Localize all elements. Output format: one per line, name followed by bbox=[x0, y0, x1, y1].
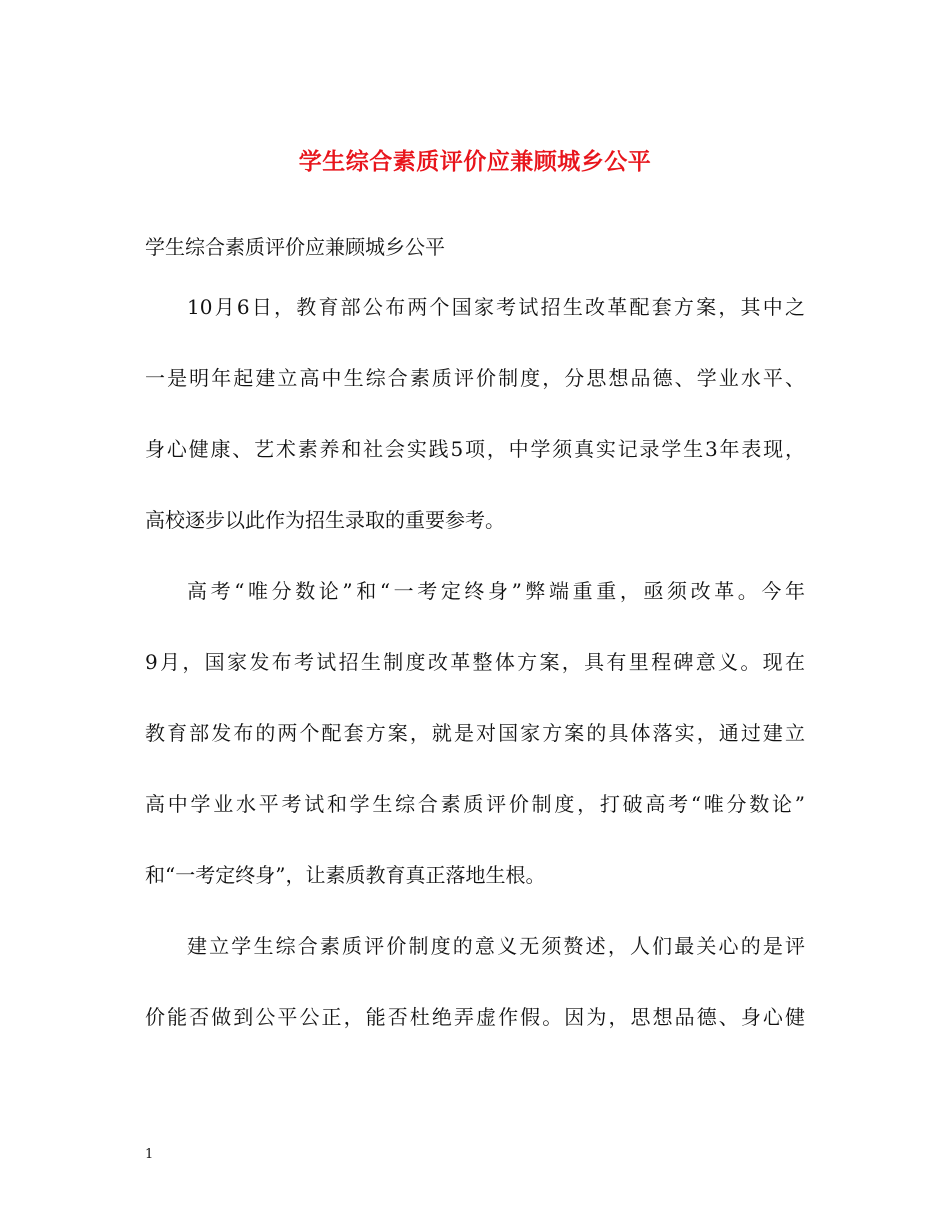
paragraph-2-line-2: 9月，国家发布考试招生制度改革整体方案，具有里程碑意义。现在 bbox=[145, 650, 805, 674]
paragraph-1-line-1: 10月6日，教育部公布两个国家考试招生改革配套方案，其中之 bbox=[187, 295, 805, 319]
page-number: 1 bbox=[145, 1147, 154, 1162]
paragraph-1-line-3: 身心健康、艺术素养和社会实践5项，中学须真实记录学生3年表现， bbox=[145, 437, 805, 461]
paragraph-2-line-5: 和“一考定终身”，让素质教育真正落地生根。 bbox=[145, 863, 546, 887]
paragraph-1-line-4: 高校逐步以此作为招生录取的重要参考。 bbox=[145, 508, 505, 532]
paragraph-1-line-2: 一是明年起建立高中生综合素质评价制度，分思想品德、学业水平、 bbox=[145, 366, 805, 390]
paragraph-2-line-1: 高考“唯分数论”和“一考定终身”弊端重重，亟须改革。今年 bbox=[187, 579, 805, 603]
paragraph-3-line-2: 价能否做到公平公正，能否杜绝弄虚作假。因为，思想品德、身心健 bbox=[145, 1005, 805, 1029]
document-subtitle: 学生综合素质评价应兼顾城乡公平 bbox=[145, 235, 445, 259]
paragraph-2-line-4: 高中学业水平考试和学生综合素质评价制度，打破高考“唯分数论” bbox=[145, 792, 805, 816]
paragraph-2-line-3: 教育部发布的两个配套方案，就是对国家方案的具体落实，通过建立 bbox=[145, 721, 805, 745]
document-title: 学生综合素质评价应兼顾城乡公平 bbox=[298, 148, 652, 175]
paragraph-3-line-1: 建立学生综合素质评价制度的意义无须赘述，人们最关心的是评 bbox=[187, 934, 805, 958]
